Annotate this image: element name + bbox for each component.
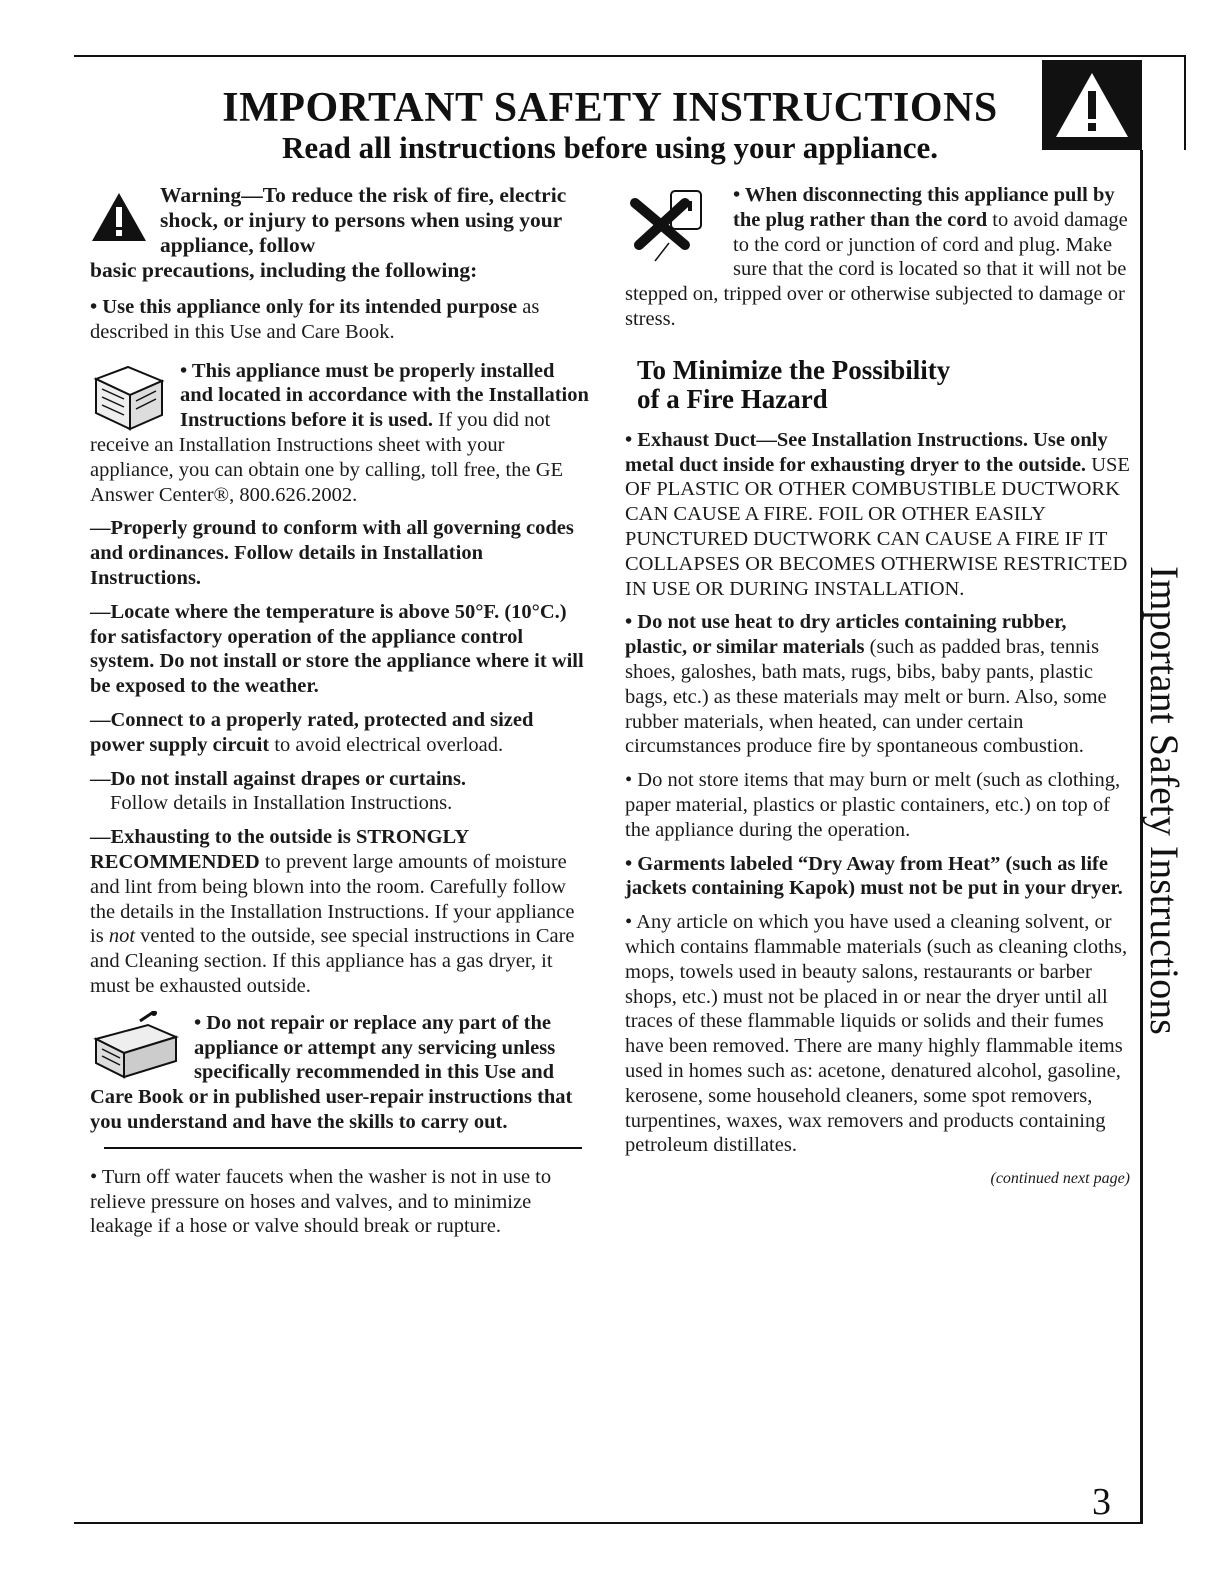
use-purpose-text: as described in this Use and Care Book. xyxy=(90,296,540,343)
duct-text: USE OF PLASTIC OR OTHER COMBUSTIBLE DUCTWORK CAN CAUSE A FIRE. FOIL OR OTHER EASILY PUNCTURED DUCTWORK CAN CAUSE A FIRE IF IT COLLAPSES OR BECOMES OTHERWISE RESTRICTED IN USE OR DURING INSTALLATION. xyxy=(625,453,1130,600)
use-purpose-bold: • Use this appliance only for its intended purpose xyxy=(90,296,518,318)
article-item: • Any article on which you have used a cleaning solvent, or which contains flammable materials (such as cleaning cloths, mops, towels used in beauty salons, restaurants or barber shops, etc.) must not be placed in or near the dryer until all traces of these flammable liquids or solids and their fumes have been removed. There are many highly flammable items used in homes such as: acetone, denatured alcohol, gasoline, kerosene, some household cleaners, some spot removers, turpentines, waxes, wax removers and products containing petroleum distillates. xyxy=(625,911,1128,1157)
toolbox-icon xyxy=(90,1011,182,1079)
disconnect-bold: • When disconnecting this appliance pull by the plug rather than the cord xyxy=(733,184,1115,231)
drapes-text: Follow details in Installation Instructions. xyxy=(110,792,453,815)
left-column xyxy=(90,183,590,1248)
ground-item: —Properly ground to conform with all governing codes and ordinances. Follow details in Installation Instructions. xyxy=(90,517,574,589)
heat-bold: • Do not use heat to dry articles containing rubber, plastic, or similar materials xyxy=(625,611,1067,659)
install-bold: • This appliance must be properly installed and located in accordance with the Installation Instructions before it is used. xyxy=(180,359,589,432)
exhaust-not: not xyxy=(108,925,136,948)
page-title: IMPORTANT SAFETY INSTRUCTIONS xyxy=(222,85,998,131)
instruction-book-icon xyxy=(90,359,168,433)
warning-tail: basic precautions, including the following: xyxy=(90,258,478,282)
bottom-rule xyxy=(74,1522,1186,1524)
exhaust-text: to prevent large amounts of moisture and lint from being blown into the room. Carefully follow the details in the Installation Instructions. If your appliance is xyxy=(90,850,575,948)
continued-note: (continued next page) xyxy=(990,1170,1130,1188)
page-subtitle: Read all instructions before using your appliance. xyxy=(282,130,938,165)
install-text: If you did not receive an Installation Instructions sheet with your appliance, you can obtain one by calling, toll free, the GE Answer Center®, 800.626.2002. xyxy=(90,409,564,506)
sidebar-label: Important Safety Instructions xyxy=(1142,565,1187,1035)
heat-text: (such as padded bras, tennis shoes, galoshes, bath mats, rugs, bibs, baby pants, plastic bags, etc.) as these materials may melt or burn. Also, some rubber materials, when heated, can under certain circumstances produce fire by spontaneous combustion. xyxy=(625,636,1107,758)
warning-triangle-icon xyxy=(90,191,148,243)
fire-heading-line-1: To Minimize the Possibility xyxy=(637,354,951,385)
warning-text: Warning—To reduce the risk of fire, electric shock, or injury to persons when using your appliance, follow xyxy=(160,183,567,257)
repair-bold: • Do not repair or replace any part of the appliance or attempt any servicing unless specifically recommended in this Use and Care Book or in published user-repair instructions that you understand and have the skills to carry out. xyxy=(90,1011,573,1133)
exhaust-text-2: vented to the outside, see special instructions in Care and Cleaning section. If this appliance has a gas dryer, it must be exhausted outside. xyxy=(90,925,575,997)
warning-intro xyxy=(90,183,590,283)
drapes-bold: —Do not install against drapes or curtains. xyxy=(90,767,467,790)
water-item: • Turn off water faucets when the washer is not in use to relieve pressure on hoses and valves, and to minimize leakage if a hose or valve should break or rupture. xyxy=(90,1165,552,1238)
section-divider xyxy=(104,1147,582,1149)
unplug-icon xyxy=(625,183,721,263)
disconnect-text: to avoid damage to the cord or junction of cord and plug. Make sure that the cord is located so that it will not be stepped on, tripped over or otherwise subjected to damage or stress. xyxy=(625,208,1128,330)
fire-heading-line-2: of a Fire Hazard xyxy=(637,383,828,414)
page-number: 3 xyxy=(1092,1481,1111,1523)
top-rule xyxy=(74,55,1186,57)
duct-bold: • Exhaust Duct—See Installation Instructions. Use only metal duct inside for exhausting dryer to the outside. xyxy=(625,428,1108,476)
fire-hazard-heading xyxy=(637,356,1130,414)
store-item: • Do not store items that may burn or melt (such as clothing, paper material, plastics or plastic containers, etc.) on top of the appliance during the operation. xyxy=(625,769,1121,841)
right-column xyxy=(625,183,1130,1192)
locate-item: —Locate where the temperature is above 50°F. (10°C.) for satisfactory operation of the appliance control system. Do not install or store the appliance where it will be exposed to the weather. xyxy=(90,600,584,698)
garments-item: • Garments labeled “Dry Away from Heat” (such as life jackets containing Kapok) must not be put in your dryer. xyxy=(625,852,1123,900)
exhaust-bold: —Exhausting to the outside is STRONGLY RECOMMENDED xyxy=(90,826,469,873)
connect-text: to avoid electrical overload. xyxy=(269,733,504,756)
warning-triangle-icon xyxy=(1052,69,1132,141)
connect-bold: —Connect to a properly rated, protected and sized power supply circuit xyxy=(90,708,534,756)
header-warning-box xyxy=(1042,60,1142,150)
